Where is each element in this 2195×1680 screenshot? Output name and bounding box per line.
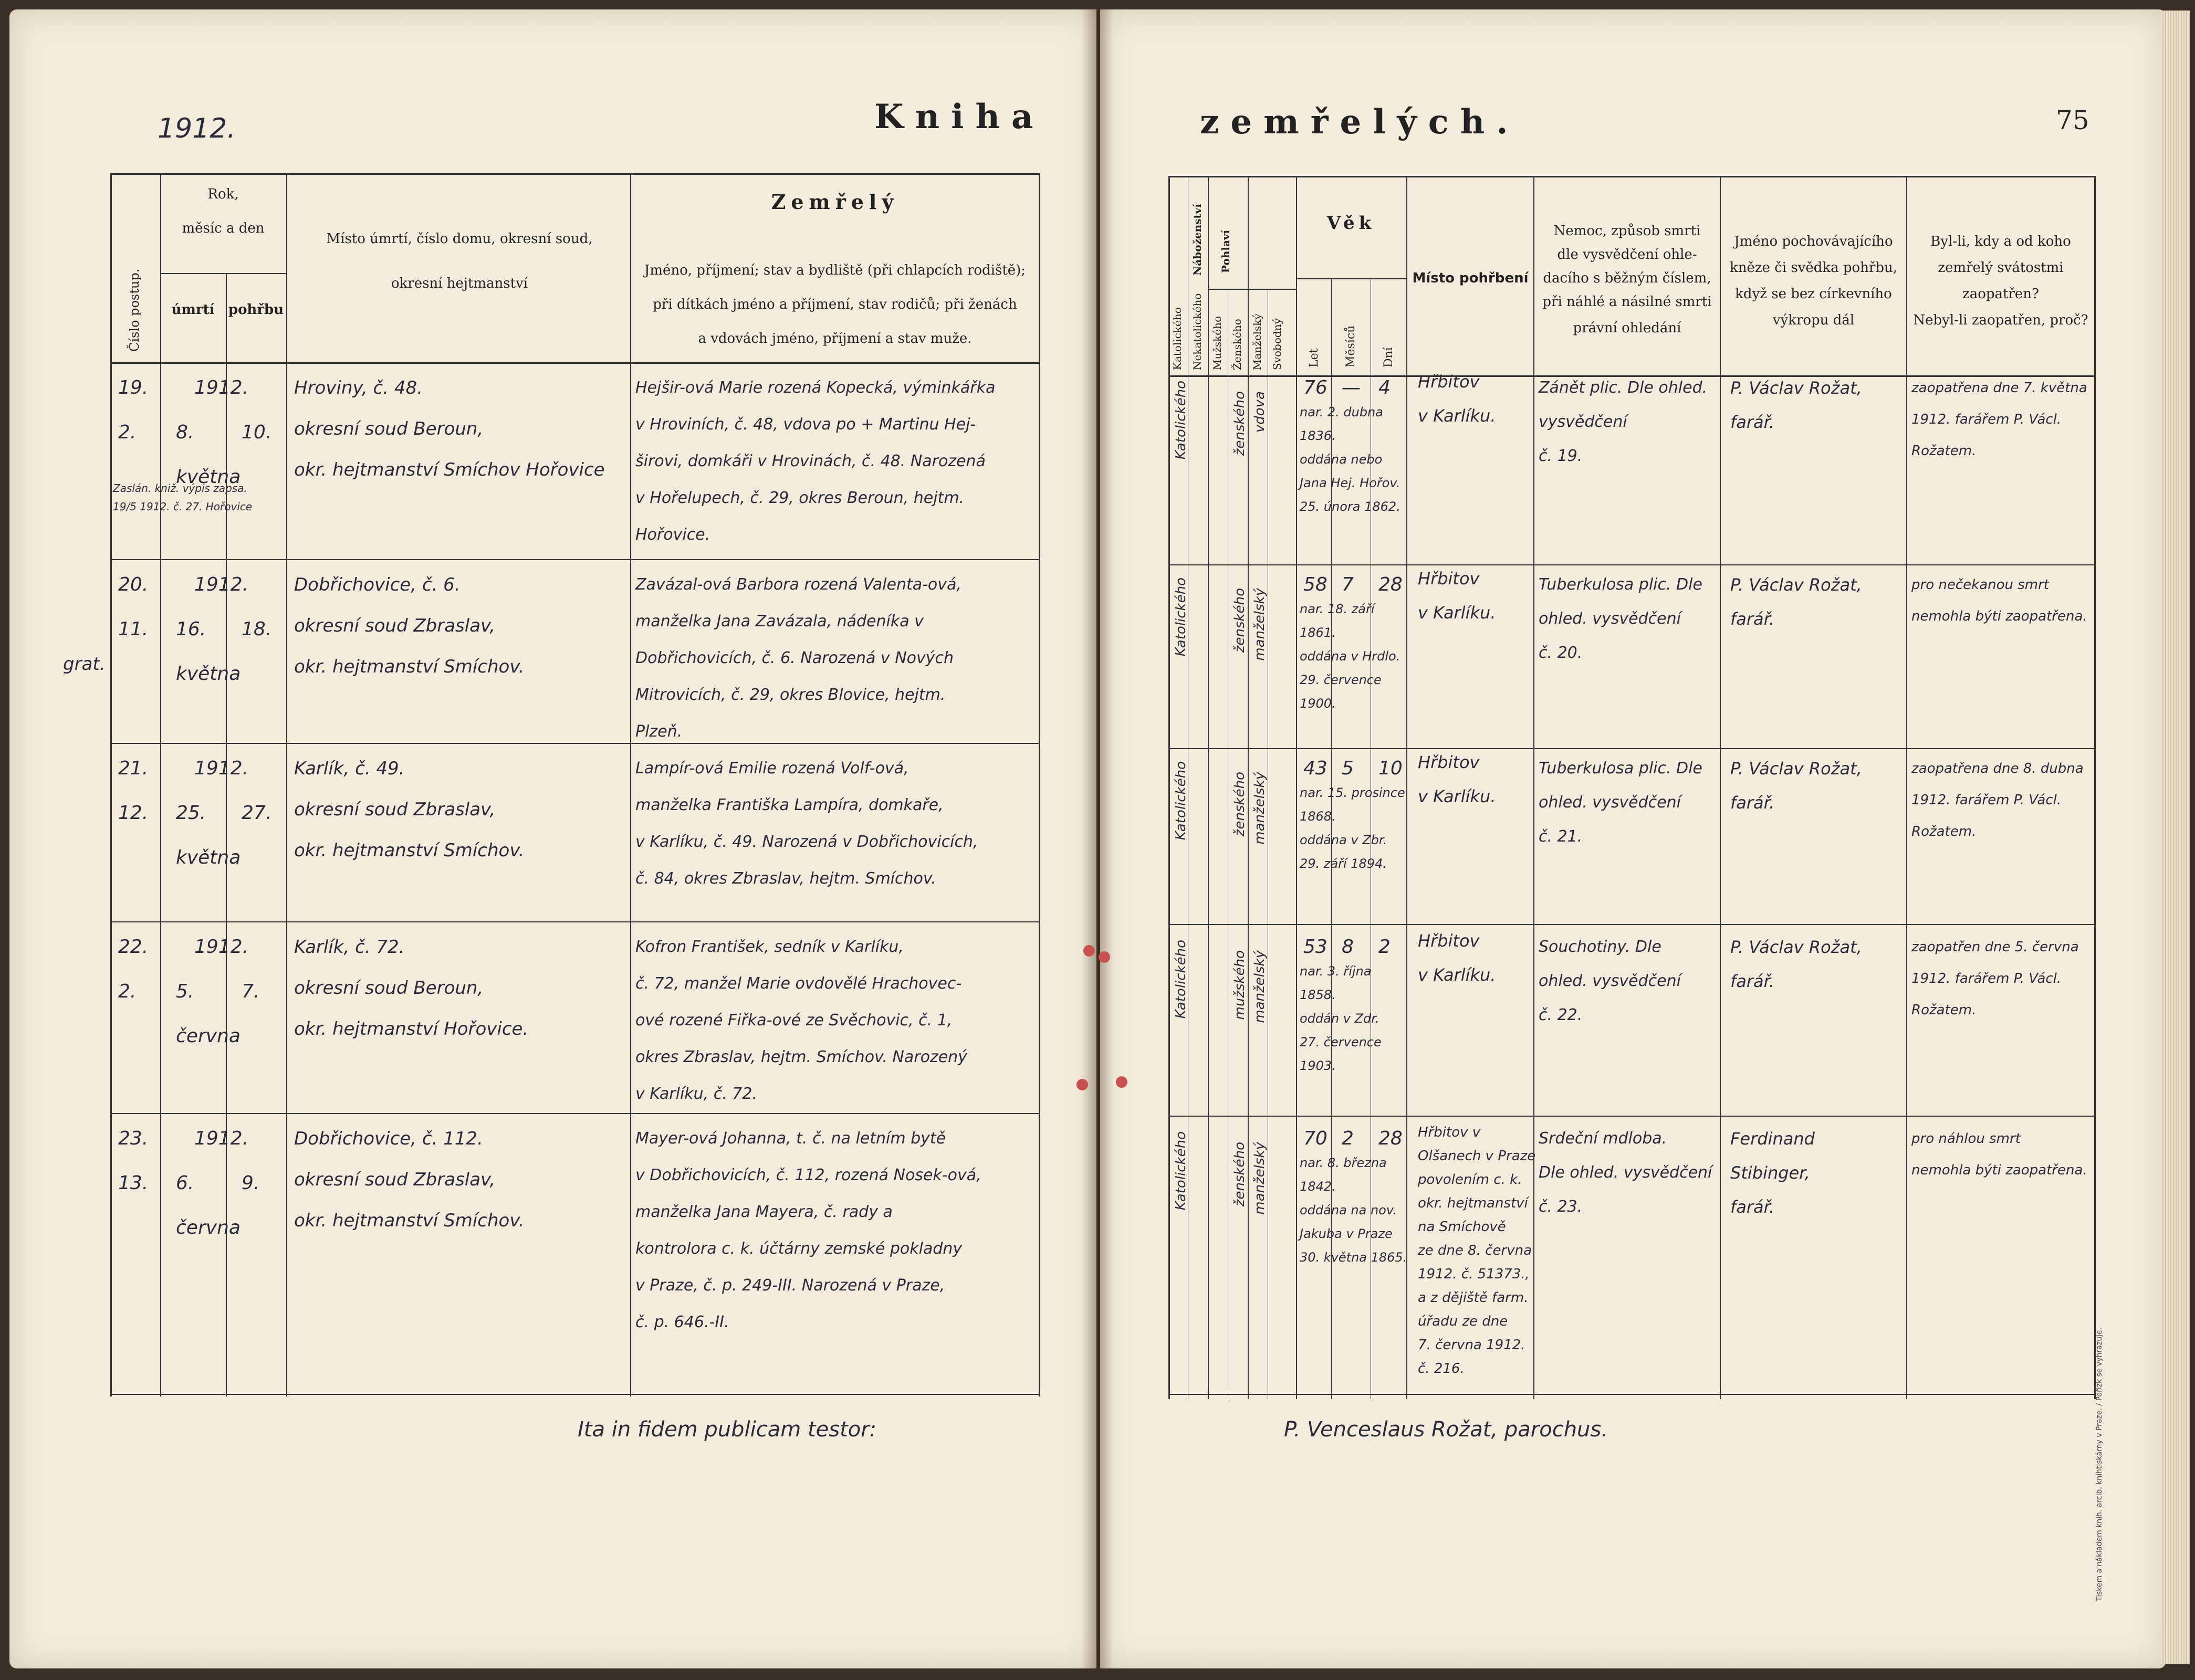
page-edges	[2161, 10, 2190, 1664]
subheader-rule	[1296, 278, 1406, 279]
entry-year: 1912.	[194, 758, 249, 779]
entry-place-line: okr. hejtmanství Smíchov.	[294, 656, 525, 677]
entry-age-months: 5	[1342, 758, 1354, 779]
table-border-right	[2094, 176, 2096, 1399]
entry-burial-day: 9.	[242, 1172, 260, 1194]
entry-place-line: Karlík, č. 49.	[294, 758, 405, 779]
col-header-zemrely-desc: a vdovách jméno, příjmení a stav muže.	[698, 331, 972, 346]
entry-number: 22.	[118, 936, 149, 958]
col-header-jmeno: Jméno pochovávajícího	[1734, 234, 1893, 249]
binding-thread	[1099, 951, 1110, 963]
entry-sex: ženského	[1232, 391, 1248, 456]
entry-age-note: 29. července	[1300, 673, 1382, 687]
entry-deceased-line: v Karlíku, č. 49. Narozená v Dobřichovicích,	[635, 833, 978, 851]
col-rule	[1720, 176, 1721, 1399]
entry-deceased-line: Lampír-ová Emilie rozená Volf-ová,	[635, 759, 909, 778]
col-header-nemoc: Nemoc, způsob smrti	[1553, 223, 1701, 239]
col-header-nemoc: dle vysvědčení ohle-	[1557, 247, 1697, 262]
entry-illness: č. 21.	[1539, 827, 1583, 846]
col-header-let: Let	[1308, 348, 1321, 368]
entry-deceased-line: okres Zbraslav, hejtm. Smíchov. Narozený	[635, 1048, 967, 1066]
entry-sacraments: pro nečekanou smrt	[1911, 577, 2050, 593]
footer-attestation: Ita in fidem publicam testor:	[578, 1418, 877, 1442]
entry-burial-place: v Karlíku.	[1418, 603, 1496, 623]
entry-age-days: 4	[1378, 377, 1391, 398]
entry-age-note: 1861.	[1300, 625, 1336, 640]
col-header-jmeno: výkropu dál	[1772, 312, 1855, 328]
entry-age-note: 1858.	[1300, 988, 1336, 1002]
entry-age-note: 30. května 1865.	[1300, 1250, 1407, 1265]
col-header-zaopatren: zemřelý svátostmi	[1938, 260, 2064, 276]
entry-deceased-line: širovi, domkáři v Hrovinách, č. 48. Narozená	[635, 452, 986, 470]
page-number: 75	[2056, 105, 2089, 135]
entry-deceased-line: Mitrovicích, č. 29, okres Blovice, hejtm.	[635, 686, 946, 704]
entry-deceased-line: Plzeň.	[635, 722, 683, 741]
entry-illness: ohled. vysvědčení	[1539, 610, 1681, 628]
entry-deceased-line: č. 84, okres Zbraslav, hejtm. Smíchov.	[635, 869, 936, 888]
entry-deceased-line: v Karlíku, č. 72.	[635, 1085, 758, 1103]
entry-deceased-line: manželka Jana Mayera, č. rady a	[635, 1203, 893, 1221]
entry-month: června	[176, 1217, 241, 1238]
entry-age-years: 76	[1303, 377, 1328, 398]
entry-sacraments: Rožatem.	[1911, 824, 1977, 839]
entry-place-line: okresní soud Zbraslav,	[294, 615, 496, 636]
entry-age-note: 1903.	[1300, 1058, 1336, 1073]
entry-age-note: 1868.	[1300, 809, 1336, 824]
entry-place-line: okresní soud Beroun,	[294, 418, 484, 439]
col-header-rok: Rok,	[207, 186, 239, 202]
entry-priest: P. Václav Rožat,	[1730, 759, 1862, 779]
col-header-manzelsky: Manželský	[1251, 313, 1263, 370]
title-left: Kniha	[874, 97, 1045, 136]
col-rule	[1208, 176, 1209, 1399]
entry-month: května	[176, 847, 241, 868]
entry-age-note: oddán v Zdr.	[1300, 1011, 1379, 1026]
entry-age-note: nar. 8. března	[1300, 1156, 1387, 1170]
entry-year: 1912.	[194, 936, 249, 958]
entry-illness: Tuberkulosa plic. Dle	[1539, 575, 1702, 594]
entry-burial-place: ze dne 8. června	[1418, 1243, 1532, 1258]
entry-year: 1912.	[194, 377, 249, 398]
col-rule	[1906, 176, 1907, 1399]
entry-deceased-line: manželka Jana Zavázala, nádeníka v	[635, 612, 924, 631]
entry-burial-place: Hřbitov	[1418, 569, 1480, 589]
col-header-katolickeho: Katolického	[1171, 307, 1184, 370]
entry-month: června	[176, 1025, 241, 1047]
entry-age-days: 10	[1378, 758, 1403, 779]
entry-deceased-line: kontrolora c. k. účtárny zemské pokladny	[635, 1240, 963, 1258]
entry-burial-day: 27.	[242, 802, 272, 824]
entry-priest: farář.	[1730, 1197, 1775, 1217]
book-gutter	[1082, 9, 1113, 1668]
entry-age-note: Jana Hej. Hořov.	[1300, 476, 1400, 490]
entry-religion: Katolického	[1173, 1131, 1189, 1211]
entry-place-line: okr. hejtmanství Smíchov.	[294, 1210, 525, 1231]
entry-priest: farář.	[1730, 412, 1775, 432]
entry-deceased-line: Zavázal-ová Barbora rozená Valenta-ová,	[635, 575, 961, 594]
col-header-jmeno: když se bez církevního	[1735, 286, 1892, 302]
col-rule	[160, 173, 161, 1396]
entry-age-years: 58	[1303, 574, 1328, 595]
entry-age-note: nar. 3. října	[1300, 964, 1372, 979]
col-header-zenskeho: Ženského	[1231, 319, 1243, 370]
entry-illness: ohled. vysvědčení	[1539, 793, 1681, 812]
entry-place-line: okr. hejtmanství Smíchov.	[294, 840, 525, 861]
entry-illness: Tuberkulosa plic. Dle	[1539, 759, 1702, 778]
entry-burial-place: Hřbitov	[1418, 752, 1480, 772]
entry-burial-day: 18.	[242, 618, 272, 640]
entry-illness: vysvědčení	[1539, 413, 1627, 431]
entry-age-note: 1836.	[1300, 428, 1336, 443]
entry-number: 20.	[118, 574, 149, 595]
entry-age-note: oddána v Hrdlo.	[1300, 649, 1400, 664]
row-rule	[110, 921, 1040, 922]
entry-burial-place: okr. hejtmanství	[1418, 1195, 1528, 1211]
row-rule	[1168, 564, 2095, 565]
entry-place-line: Dobřichovice, č. 112.	[294, 1128, 483, 1149]
entry-age-note: Jakuba v Praze	[1300, 1226, 1393, 1241]
table-border-right	[1039, 173, 1040, 1396]
entry-illness: Souchotiny. Dle	[1539, 938, 1661, 956]
year-heading: 1912.	[158, 113, 236, 144]
entry-year: 1912.	[194, 1128, 249, 1149]
entry-deceased-line: v Dobřichovicích, č. 112, rozená Nosek-ová,	[635, 1166, 981, 1184]
entry-burial-place: v Karlíku.	[1418, 406, 1496, 426]
entry-burial-place: Hřbitov v	[1418, 1125, 1481, 1140]
entry-death-day: 25.	[176, 802, 206, 824]
entry-place-line: okr. hejtmanství Smíchov Hořovice	[294, 459, 605, 480]
col-header-nemoc: při náhlé a násilné smrti	[1542, 294, 1712, 310]
entry-place-line: Dobřichovice, č. 6.	[294, 574, 461, 595]
entry-burial-place: na Smíchově	[1418, 1219, 1506, 1235]
entry-burial-place: povolením c. k.	[1418, 1172, 1522, 1188]
entry-priest: Stibinger,	[1730, 1163, 1810, 1183]
entry-age-years: 43	[1303, 758, 1328, 779]
entry-burial-place: Olšanech v Praze	[1418, 1148, 1536, 1164]
entry-age-note: oddána nebo	[1300, 452, 1383, 467]
entry-marital-status: manželský	[1252, 1142, 1268, 1215]
entry-sacraments: 1912. farářem P. Václ.	[1911, 792, 2062, 808]
entry-priest: P. Václav Rožat,	[1730, 378, 1862, 398]
entry-illness: č. 20.	[1539, 644, 1583, 662]
entry-death-day: 5.	[176, 981, 194, 1002]
entry-burial-place: 1912. č. 51373.,	[1418, 1266, 1530, 1282]
header-bottom-rule	[110, 362, 1040, 364]
col-header-zaopatren: zaopatřen?	[1962, 286, 2039, 302]
entry-age-note: nar. 15. prosince	[1300, 785, 1405, 800]
entry-marital-status: manželský	[1252, 588, 1268, 661]
entry-age-note: 1900.	[1300, 696, 1336, 711]
entry-sacraments: 1912. farářem P. Václ.	[1911, 971, 2062, 986]
binding-thread	[1076, 1079, 1088, 1090]
entry-age-years: 53	[1303, 936, 1328, 958]
entry-number-secondary: 11.	[118, 618, 149, 640]
entry-deceased-line: v Praze, č. p. 249-III. Narozená v Praze,	[635, 1276, 945, 1295]
row-rule	[110, 1113, 1040, 1114]
entry-number-secondary: 12.	[118, 802, 149, 824]
entry-religion: Katolického	[1173, 940, 1189, 1019]
entry-religion: Katolického	[1173, 578, 1189, 657]
entry-priest: Ferdinand	[1730, 1129, 1815, 1149]
col-header-misto2: okresní hejtmanství	[391, 276, 528, 291]
entry-illness: Zánět plic. Dle ohled.	[1539, 379, 1708, 397]
entry-deceased-line: č. 72, manžel Marie ovdovělé Hrachovec-	[635, 974, 962, 993]
entry-deceased-line: manželka Františka Lampíra, domkaře,	[635, 796, 944, 814]
subheader-rule	[160, 273, 286, 274]
entry-burial-place: úřadu ze dne	[1418, 1314, 1508, 1329]
table-border-top	[1168, 176, 2095, 177]
col-rule	[1533, 176, 1534, 1399]
entry-age-note: 27. července	[1300, 1035, 1382, 1049]
col-header-muzskeho: Mužského	[1211, 316, 1224, 370]
entry-year: 1912.	[194, 574, 249, 595]
entry-number: 19.	[118, 377, 149, 398]
entry-deceased-line: ové rozené Fiřka-ové ze Svěchovic, č. 1,	[635, 1011, 953, 1030]
title-right: zemřelých.	[1200, 102, 1520, 142]
entry-sex: ženského	[1232, 772, 1248, 837]
printer-imprint: Tiskem a nákladem knih. arcib. knihtiskárny v Praze. / Pořízk se vyhrazuje.	[2095, 1328, 2104, 1601]
entry-burial-place: v Karlíku.	[1418, 965, 1496, 985]
entry-deceased-line: Hejšir-ová Marie rozená Kopecká, výminkářka	[635, 379, 996, 397]
col-header-nemoc: právní ohledání	[1573, 320, 1681, 336]
entry-death-day: 6.	[176, 1172, 194, 1194]
entry-age-note: 1842.	[1300, 1179, 1336, 1194]
col-header-zemrely-desc: Jméno, příjmení; stav a bydliště (při chlapcích rodiště);	[644, 262, 1026, 278]
entry-burial-place: v Karlíku.	[1418, 786, 1496, 806]
entry-deceased-line: č. p. 646.-II.	[635, 1313, 729, 1331]
entry-age-days: 2	[1378, 936, 1391, 958]
col-header-nemoc: dacího s běžným číslem,	[1543, 270, 1711, 286]
entry-sacraments: nemohla býti zaopatřena.	[1911, 1162, 2087, 1178]
col-header-mesicu: Měsíců	[1344, 325, 1357, 368]
entry-month: května	[176, 663, 241, 685]
entry-number-secondary: 13.	[118, 1172, 149, 1194]
entry-illness: Srdeční mdloba.	[1539, 1129, 1667, 1148]
entry-sex: ženského	[1232, 588, 1248, 653]
row-rule	[110, 1394, 1040, 1395]
entry-margin-note: Zaslán. kniž. výpis zapsa.	[113, 482, 247, 495]
entry-marital-status: manželský	[1252, 772, 1268, 845]
table-border-left	[110, 173, 112, 1396]
col-header-svobodny: Svobodný	[1271, 318, 1283, 370]
entry-deceased-line: Mayer-ová Johanna, t. č. na letním bytě	[635, 1129, 946, 1148]
col-header-zaopatren: Nebyl-li zaopatřen, proč?	[1913, 312, 2088, 328]
entry-burial-place: č. 216.	[1418, 1361, 1465, 1377]
col-header-misto-pohrbu: Místo pohřbení	[1412, 270, 1529, 286]
table-border-left	[1168, 176, 1170, 1399]
col-header-nabozenstvi: Náboženství	[1191, 204, 1204, 276]
entry-age-note: oddána v Zbr.	[1300, 833, 1387, 847]
entry-age-days: 28	[1378, 1128, 1403, 1149]
entry-sacraments: zaopatřen dne 5. června	[1911, 939, 2079, 955]
binding-thread	[1083, 945, 1095, 957]
entry-deceased-line: v Hořelupech, č. 29, okres Beroun, hejtm.	[635, 489, 965, 507]
col-header-vek: Věk	[1326, 213, 1376, 234]
entry-illness: Dle ohled. vysvědčení	[1539, 1163, 1712, 1182]
col-rule	[1248, 176, 1249, 1399]
entry-burial-place: Hřbitov	[1418, 931, 1480, 951]
entry-sacraments: Rožatem.	[1911, 1002, 1977, 1018]
entry-place-line: okresní soud Zbraslav,	[294, 1169, 496, 1190]
entry-age-note: nar. 18. září	[1300, 602, 1375, 616]
col-rule	[1296, 176, 1297, 1399]
entry-illness: č. 23.	[1539, 1198, 1583, 1216]
entry-priest: farář.	[1730, 609, 1775, 629]
entry-burial-place: 7. června 1912.	[1418, 1337, 1525, 1353]
subheader-rule	[1208, 289, 1296, 290]
col-header-zemrely-desc: při dítkách jméno a příjmení, stav rodičů; při ženách	[653, 297, 1017, 312]
entry-death-day: 16.	[176, 618, 206, 640]
entry-sacraments: nemohla býti zaopatřena.	[1911, 608, 2087, 624]
col-header-pohrbu: pohřbu	[228, 302, 284, 318]
entry-place-line: okresní soud Beroun,	[294, 978, 484, 999]
entry-illness: č. 19.	[1539, 447, 1583, 465]
entry-month: května	[176, 466, 241, 488]
footer-signature: P. Venceslaus Rožat, parochus.	[1284, 1418, 1608, 1442]
row-rule	[110, 559, 1040, 560]
entry-deceased-line: Kofron František, sedník v Karlíku,	[635, 938, 904, 956]
entry-illness: č. 22.	[1539, 1006, 1583, 1024]
col-header-misto: Místo úmrtí, číslo domu, okresní soud,	[326, 231, 593, 247]
entry-age-note: nar. 2. dubna	[1300, 405, 1383, 419]
col-rule	[1406, 176, 1407, 1399]
entry-burial-place: a z dějiště farm.	[1418, 1290, 1529, 1306]
entry-place-line: Karlík, č. 72.	[294, 937, 405, 958]
entry-age-note: 29. září 1894.	[1300, 856, 1387, 871]
entry-number: 23.	[118, 1128, 149, 1149]
col-header-number: Číslo postup.	[127, 268, 142, 352]
entry-margin-note: 19/5 1912. č. 27. Hořovice	[113, 500, 253, 513]
entry-priest: P. Václav Rožat,	[1730, 575, 1862, 595]
entry-priest: P. Václav Rožat,	[1730, 937, 1862, 957]
row-rule	[1168, 748, 2095, 749]
col-header-dni: Dní	[1382, 347, 1395, 368]
entry-deceased-line: Dobřichovicích, č. 6. Narozená v Nových	[635, 649, 954, 667]
entry-burial-day: 7.	[242, 981, 260, 1002]
binding-thread	[1116, 1076, 1127, 1088]
entry-age-months: 8	[1342, 936, 1354, 958]
entry-priest: farář.	[1730, 793, 1775, 813]
entry-sacraments: zaopatřena dne 7. května	[1911, 380, 2087, 396]
col-rule	[630, 173, 631, 1396]
row-rule	[110, 743, 1040, 744]
col-header-jmeno: kněze či svědka pohřbu,	[1729, 260, 1898, 276]
entry-religion: Katolického	[1173, 381, 1189, 460]
entry-marital-status: vdova	[1252, 391, 1268, 433]
col-rule	[286, 173, 287, 1396]
entry-number: 21.	[118, 758, 149, 779]
margin-note: grat.	[63, 654, 106, 675]
col-header-nekatolickeho: Nekatolického	[1191, 293, 1204, 370]
entry-sacraments: Rožatem.	[1911, 443, 1977, 459]
entry-age-months: 7	[1342, 574, 1354, 595]
entry-place-line: okr. hejtmanství Hořovice.	[294, 1018, 529, 1040]
entry-age-months: —	[1342, 377, 1361, 398]
entry-sacraments: zaopatřena dne 8. dubna	[1911, 761, 2084, 776]
entry-religion: Katolického	[1173, 761, 1189, 841]
entry-sacraments: pro náhlou smrt	[1911, 1131, 2021, 1147]
entry-priest: farář.	[1730, 971, 1775, 991]
col-header-zaopatren: Byl-li, kdy a od koho	[1930, 234, 2071, 249]
entry-sacraments: 1912. farářem P. Václ.	[1911, 412, 2062, 427]
entry-sex: ženského	[1232, 1142, 1248, 1207]
entry-age-note: 25. února 1862.	[1300, 499, 1400, 514]
col-header-zemrely: Zemřelý	[771, 190, 899, 214]
col-header-mesic: měsíc a den	[182, 220, 265, 236]
entry-age-days: 28	[1378, 574, 1403, 595]
entry-age-note: oddána na nov.	[1300, 1203, 1397, 1217]
entry-age-years: 70	[1303, 1128, 1328, 1149]
entry-number-secondary: 2.	[118, 981, 137, 1002]
entry-deceased-line: v Hroviních, č. 48, vdova po + Martinu Hej-	[635, 415, 976, 434]
entry-number-secondary: 2.	[118, 422, 137, 443]
entry-marital-status: manželský	[1252, 950, 1268, 1023]
row-rule	[1168, 1116, 2095, 1117]
row-rule	[1168, 1394, 2095, 1395]
entry-place-line: Hroviny, č. 48.	[294, 377, 423, 398]
col-header-pohlavi: Pohlaví	[1219, 229, 1232, 273]
entry-age-months: 2	[1342, 1128, 1354, 1149]
entry-death-day: 8.	[176, 422, 194, 443]
entry-deceased-line: Hořovice.	[635, 526, 710, 544]
col-header-umrti: úmrtí	[171, 302, 215, 318]
entry-burial-place: Hřbitov	[1418, 372, 1480, 392]
entry-place-line: okresní soud Zbraslav,	[294, 799, 496, 820]
table-border-top	[110, 173, 1040, 175]
entry-burial-day: 10.	[242, 422, 272, 443]
entry-illness: ohled. vysvědčení	[1539, 972, 1681, 990]
row-rule	[1168, 924, 2095, 925]
entry-sex: mužského	[1232, 950, 1248, 1020]
